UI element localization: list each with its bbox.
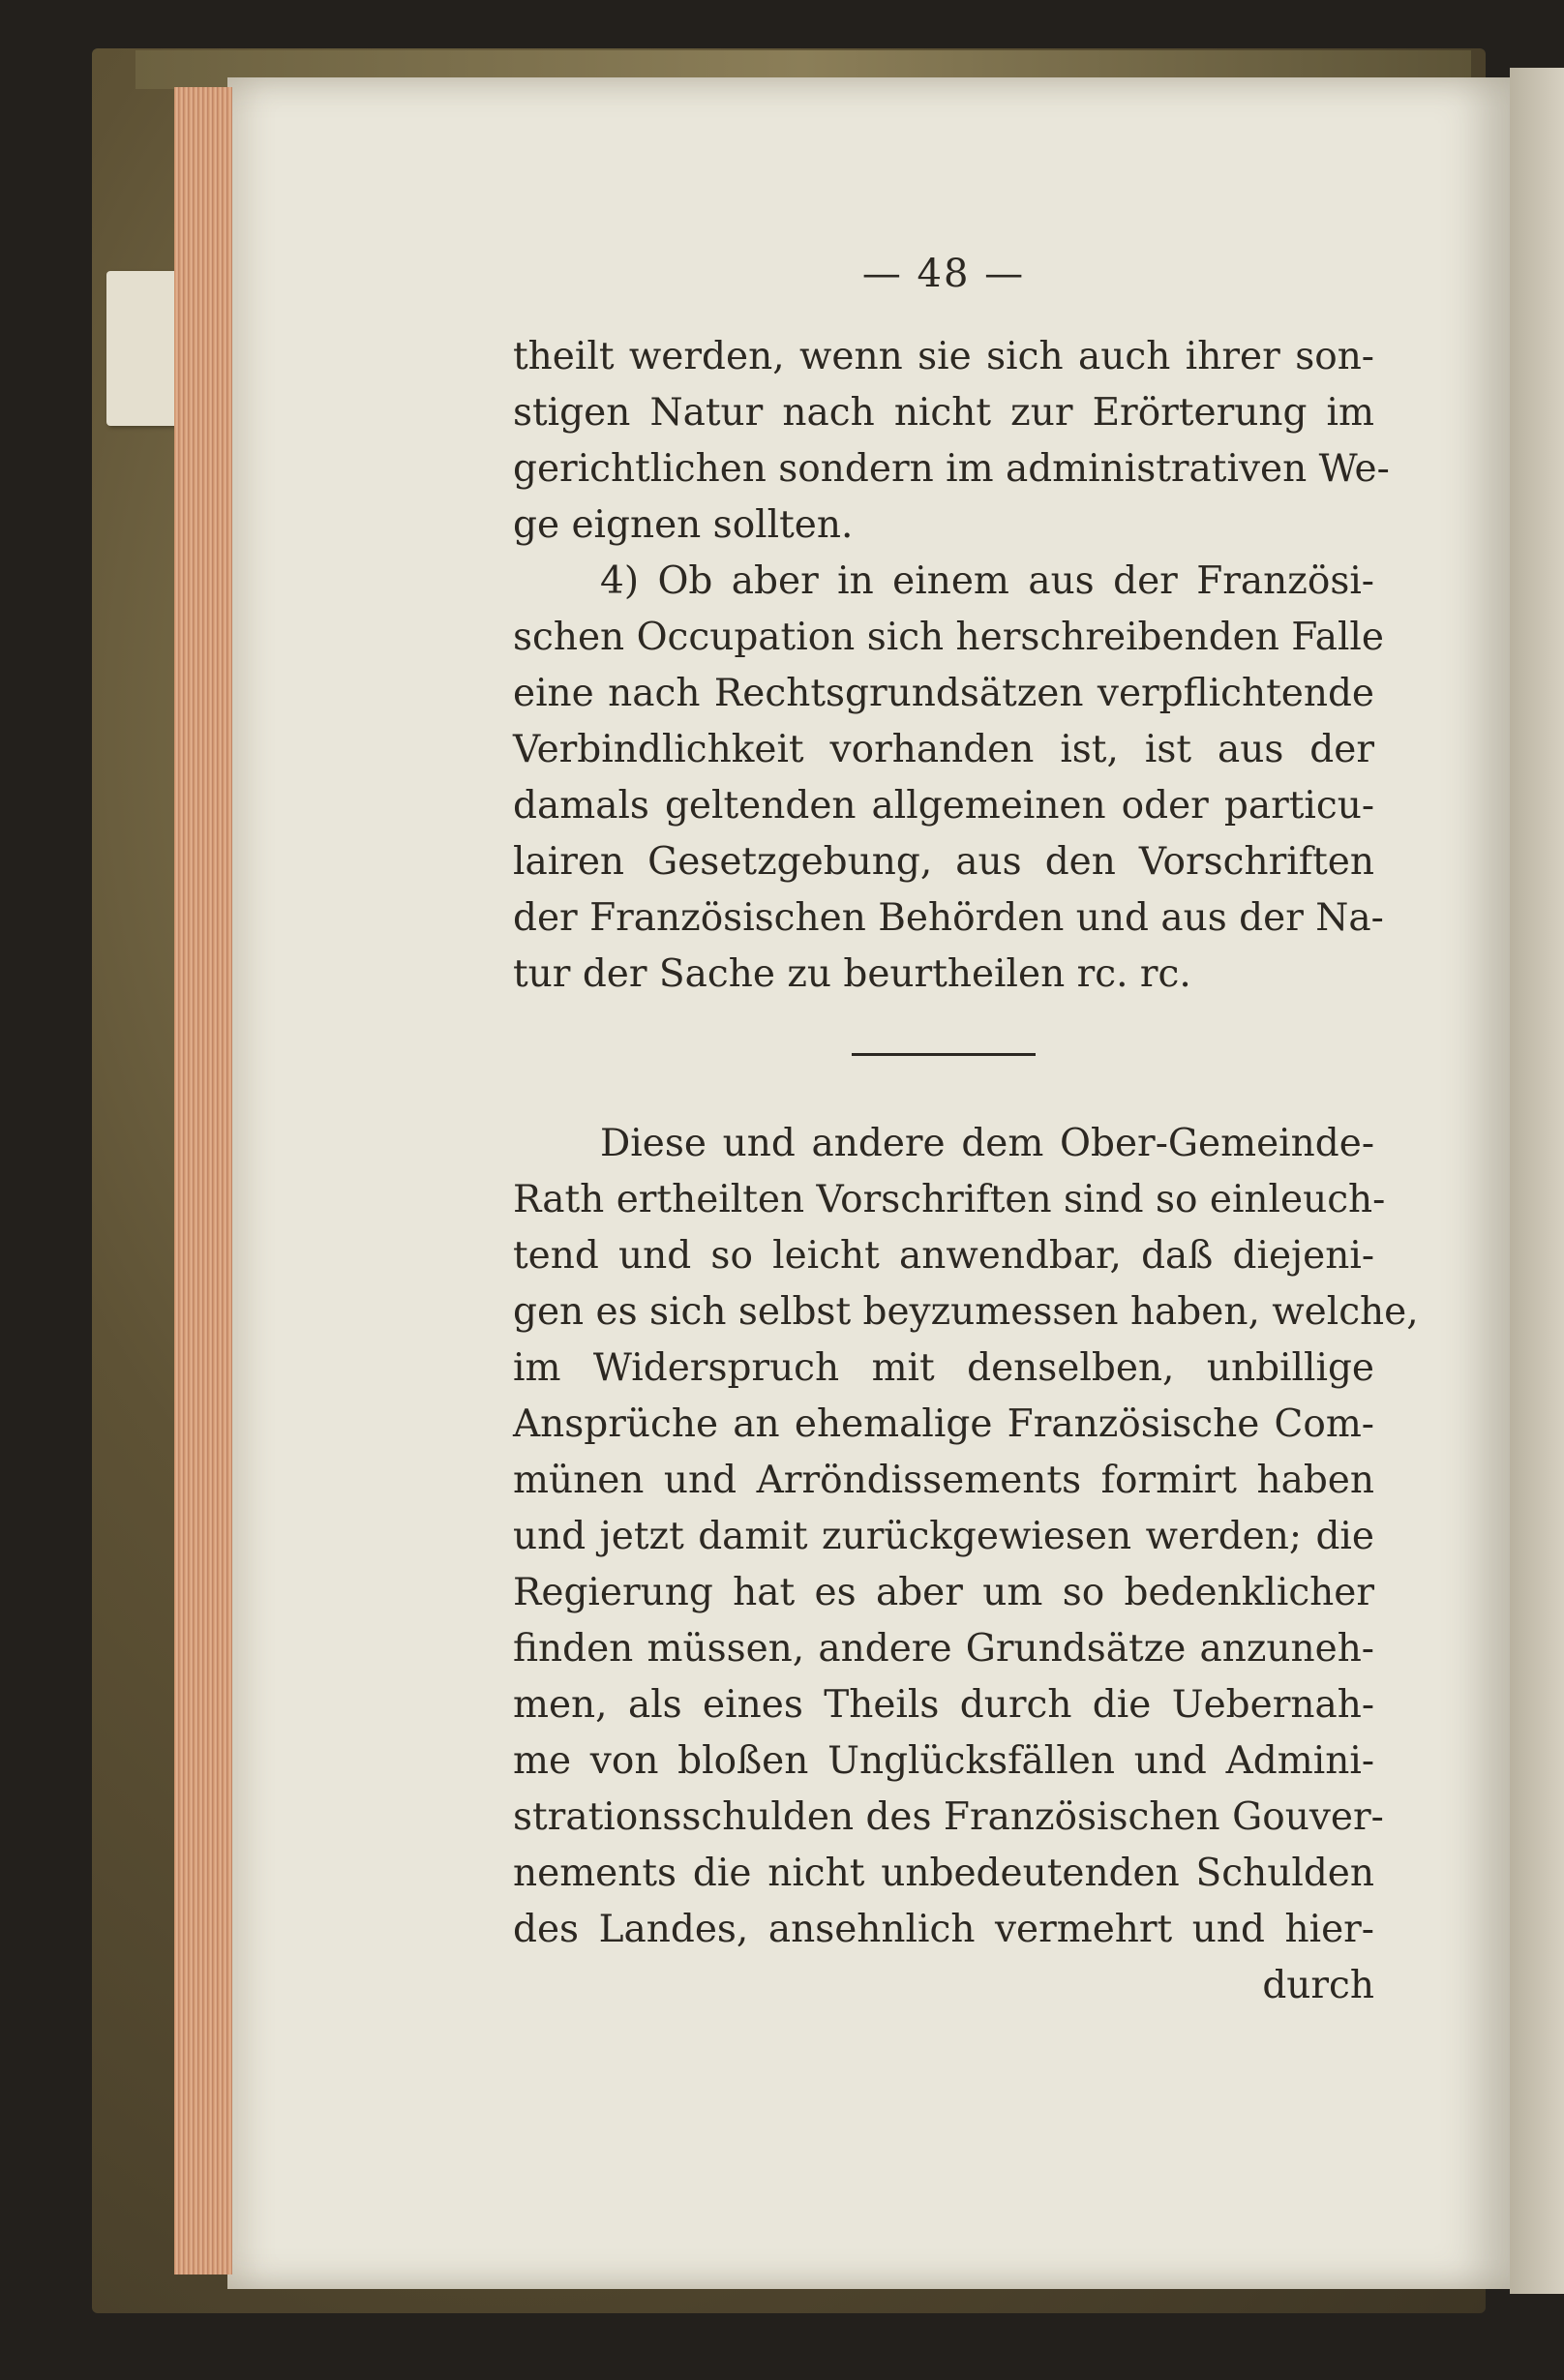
text-line: tur der Sache zu beurtheilen rc. rc.: [513, 952, 1191, 996]
text-line: nements die nicht unbedeutenden Schulden: [513, 1852, 1374, 1895]
text-line: des Landes, ansehnlich vermehrt und hier-: [513, 1908, 1374, 1951]
text-line: me von bloßen Unglücksfällen und Admini-: [513, 1739, 1374, 1783]
text-line: Ansprüche an ehemalige Französische Com-: [513, 1402, 1374, 1446]
text-line: lairen Gesetzgebung, aus den Vorschriften: [513, 840, 1374, 884]
text-line: theilt werden, wenn sie sich auch ihrer son-: [513, 335, 1374, 378]
text-line: strationsschulden des Französischen Gouver-: [513, 1795, 1384, 1839]
text-line: im Widerspruch mit denselben, unbillige: [513, 1346, 1374, 1390]
text-line: tend und so leicht anwendbar, daß diejeni-: [513, 1234, 1374, 1278]
text-line: Regierung hat es aber um so bedenklicher: [513, 1571, 1374, 1614]
text-line: schen Occupation sich herschreibenden Falle: [513, 616, 1384, 659]
catchword: durch: [1262, 1964, 1374, 2007]
text-line: der Französischen Behörden und aus der Na-: [513, 896, 1384, 940]
text-line: 4) Ob aber in einem aus der Französi-: [600, 559, 1374, 603]
text-line: gerichtlichen sondern im administrativen We-: [513, 447, 1390, 491]
text-line: ge eignen sollten.: [513, 503, 854, 547]
text-line: gen es sich selbst beyzumessen haben, welche,: [513, 1290, 1419, 1334]
section-divider: [852, 1053, 1036, 1056]
text-line: stigen Natur nach nicht zur Erörterung im: [513, 391, 1374, 435]
text-line: finden müssen, andere Grundsätze anzuneh-: [513, 1627, 1374, 1671]
facing-page-edge: [1510, 68, 1564, 2294]
text-line: damals geltenden allgemeinen oder particu-: [513, 784, 1374, 828]
paragraph-continuation: [513, 329, 1390, 554]
text-line: und jetzt damit zurückgewiesen werden; die: [513, 1515, 1374, 1558]
text-line: Rath ertheilten Vorschriften sind so einleuch-: [513, 1178, 1386, 1221]
text-line: münen und Arröndissements formirt haben: [513, 1459, 1374, 1502]
text-line: Verbindlichkeit vorhanden ist, ist aus der: [513, 728, 1374, 771]
page-text: [513, 252, 1419, 2014]
page-edges: [174, 87, 232, 2275]
paragraph-main: [513, 1116, 1419, 2014]
page-number: — 48 —: [861, 252, 1026, 296]
paragraph-item-4: [513, 554, 1384, 1003]
text-line: eine nach Rechtsgrundsätzen verpflichtende: [513, 672, 1374, 715]
text-line: men, als eines Theils durch die Uebernah-: [513, 1683, 1374, 1727]
text-line: Diese und andere dem Ober-Gemeinde-: [600, 1122, 1374, 1165]
